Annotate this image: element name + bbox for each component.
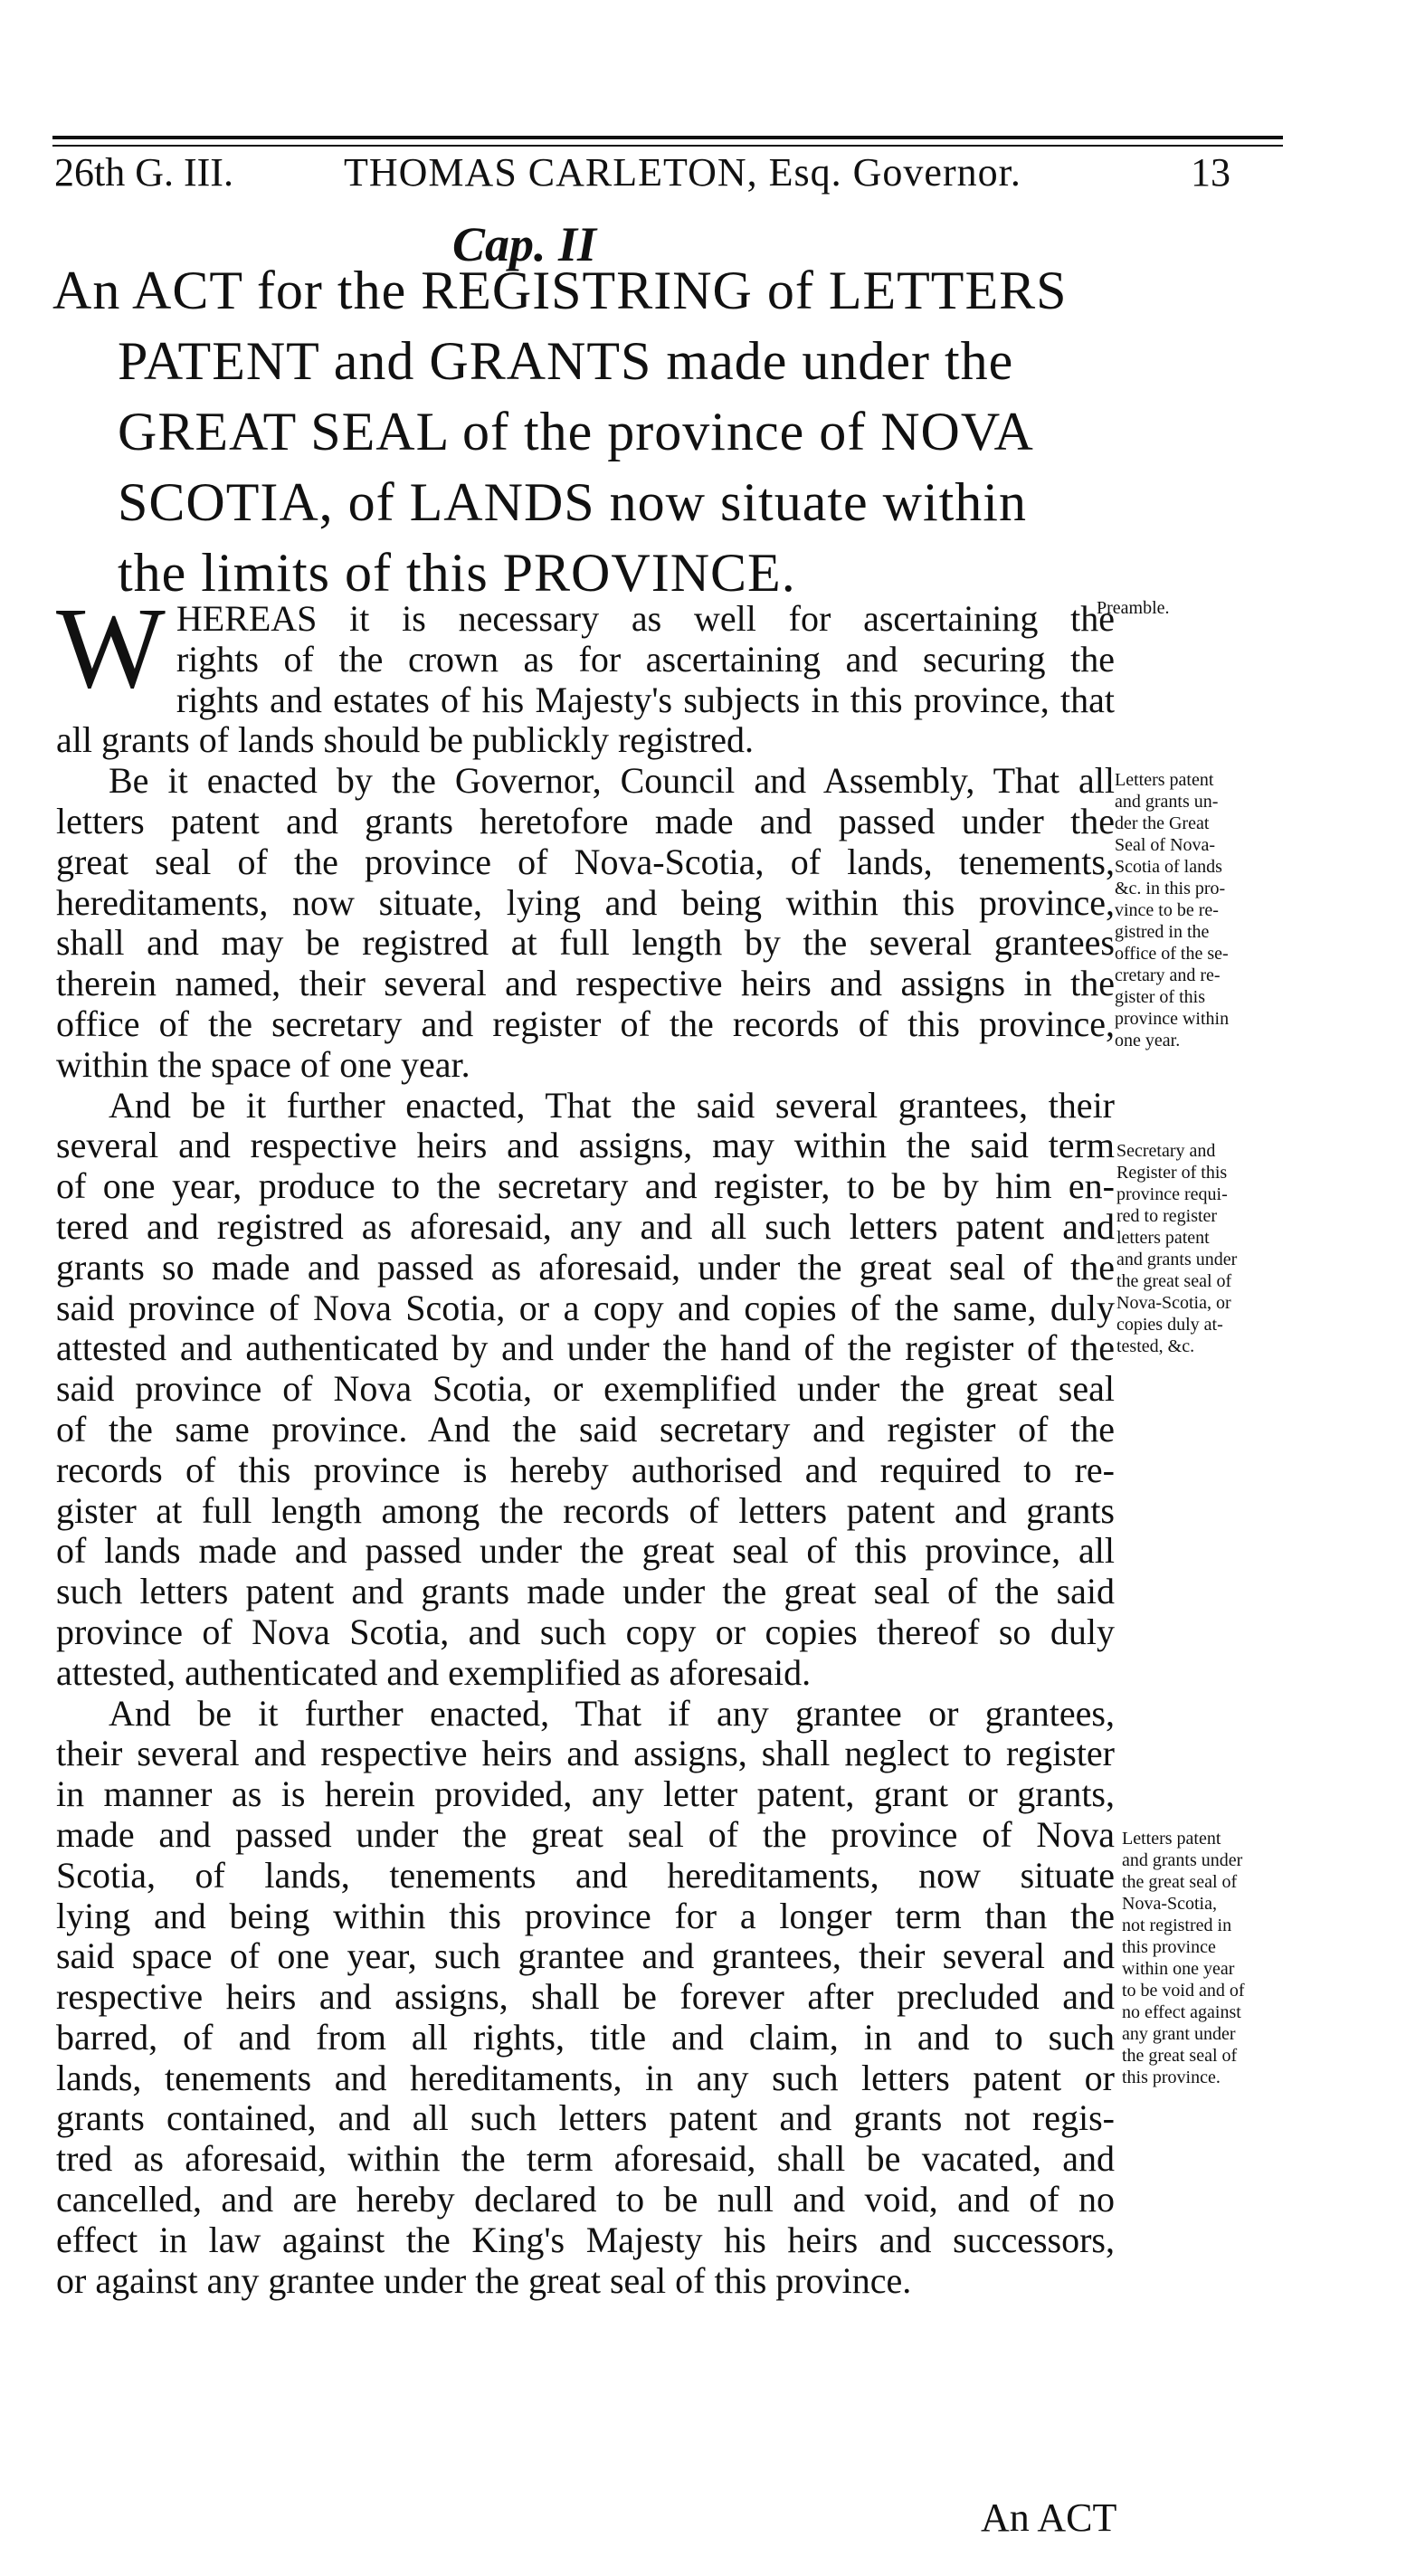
margin-note-line: the great seal of <box>1122 1872 1238 1892</box>
act-body <box>56 584 1115 2301</box>
margin-note-secretary <box>1116 1140 1293 1357</box>
text-line: tered and registred as aforesaid, any and all such letters patent and <box>56 1205 1115 1247</box>
margin-note-line: vince to be re- <box>1115 900 1219 920</box>
margin-note-forfeiture <box>1122 1828 1298 2088</box>
title-line: SCOTIA, of LANDS now situate within <box>118 472 1027 532</box>
enacting-paragraph <box>56 761 1115 1085</box>
margin-note-line: der the Great <box>1115 813 1210 833</box>
text-line: or against any grantee under the great seal of this province. <box>56 2259 912 2301</box>
handwritten-chapter-note: Cap. II <box>452 217 597 271</box>
text-line: barred, of and from all rights, title and claim, in and to such <box>56 2016 1115 2058</box>
act-title <box>52 255 1120 608</box>
running-head-governor: THOMAS CARLETON, Esq. Governor. <box>344 150 1021 195</box>
text-line: Scotia, of lands, tenements and hereditaments, now situate <box>56 1854 1115 1896</box>
text-line: of one year, produce to the secretary and register, to be by him en- <box>56 1165 1115 1207</box>
margin-note-line: Register of this <box>1116 1163 1228 1183</box>
text-line: cancelled, and are hereby declared to be null and void, and of no <box>56 2179 1115 2220</box>
margin-note-line: and grants under <box>1122 1850 1243 1870</box>
text-line: made and passed under the great seal of the province of Nova <box>56 1813 1115 1855</box>
catchword: An ACT <box>981 2495 1117 2540</box>
text-line: HEREAS it is necessary as well for ascertaining the <box>176 598 1115 639</box>
text-line: lying and being within this province for a longer term than the <box>56 1895 1115 1936</box>
text-line: great seal of the province of Nova-Scotia, of lands, tenements, <box>56 841 1115 882</box>
text-line: And be it further enacted, That if any grantee or grantees, <box>109 1692 1115 1734</box>
text-line: gister at full length among the records of letters patent and grants <box>56 1489 1115 1531</box>
margin-note-line: the great seal of <box>1122 2046 1238 2066</box>
margin-note-line: Letters patent <box>1115 770 1214 790</box>
text-line: within the space of one year. <box>56 1043 470 1085</box>
margin-note-line: one year. <box>1115 1031 1181 1050</box>
margin-note-preamble <box>1097 597 1273 619</box>
margin-note-line: and grants under <box>1116 1250 1238 1269</box>
margin-note-line: not registred in <box>1122 1915 1232 1935</box>
text-line: records of this province is hereby authorised and required to re- <box>56 1449 1115 1490</box>
text-line: grants so made and passed as aforesaid, under the great seal of the <box>56 1246 1115 1288</box>
margin-note-line: no effect against <box>1122 2002 1241 2022</box>
text-line: lands, tenements and hereditaments, in any such letters patent or <box>56 2057 1115 2098</box>
margin-note-line: to be void and of <box>1122 1981 1245 2001</box>
text-line: rights of the crown as for ascertaining and securing the <box>176 638 1115 680</box>
text-line: said space of one year, such grantee and grantees, their several and <box>56 1935 1115 1977</box>
margin-note-line: Scotia of lands <box>1115 857 1222 877</box>
text-line: Be it enacted by the Governor, Council and Assembly, That all <box>109 760 1115 802</box>
text-line: effect in law against the King's Majesty his heirs and successors, <box>56 2219 1115 2260</box>
text-line: hereditaments, now situate, lying and being within this province, <box>56 881 1115 923</box>
forfeiture-paragraph <box>56 1694 1115 2302</box>
header-rule-thin <box>52 145 1283 147</box>
text-line: shall and may be registred at full length by the several grantees <box>56 922 1115 964</box>
page-number: 13 <box>1191 150 1230 195</box>
text-line: attested and authenticated by and under the hand of the register of the <box>56 1327 1115 1369</box>
margin-note-line: tested, &c. <box>1116 1336 1195 1356</box>
margin-note-line: this province <box>1122 1937 1216 1957</box>
text-line: letters patent and grants heretofore made and passed under the <box>56 800 1115 841</box>
margin-note-line: letters patent <box>1116 1228 1210 1248</box>
margin-note-line: Nova-Scotia, or <box>1116 1293 1231 1313</box>
title-line: the limits of this PROVINCE. <box>118 543 796 603</box>
margin-note-line: Nova-Scotia, <box>1122 1894 1217 1914</box>
text-line: in manner as is herein provided, any letter patent, grant or grants, <box>56 1773 1115 1815</box>
margin-note-line: copies duly at- <box>1116 1315 1223 1335</box>
secretary-paragraph <box>56 1086 1115 1694</box>
margin-note-line: within one year <box>1122 1959 1235 1979</box>
text-line: such letters patent and grants made under the great seal of the said <box>56 1571 1115 1612</box>
drop-capital: W <box>56 584 166 712</box>
margin-note-line: this province. <box>1122 2067 1221 2087</box>
text-line: tred as aforesaid, within the term aforesaid, shall be vacated, and <box>56 2138 1115 2180</box>
margin-note-registration <box>1115 769 1291 1051</box>
text-line: grants contained, and all such letters patent and grants not regis- <box>56 2097 1115 2139</box>
text-line: of the same province. And the said secretary and register of the <box>56 1408 1115 1450</box>
margin-note-line: gistred in the <box>1115 922 1210 942</box>
margin-note-line: province requi- <box>1116 1184 1228 1204</box>
margin-note-line: the great seal of <box>1116 1271 1232 1291</box>
margin-note-line: red to register <box>1116 1206 1218 1226</box>
margin-note-line: and grants un- <box>1115 792 1219 812</box>
margin-note-line: cretary and re- <box>1115 965 1221 985</box>
margin-note-line: gister of this <box>1115 987 1205 1007</box>
margin-note-line: Preamble. <box>1097 598 1170 618</box>
margin-note-line: Secretary and <box>1116 1141 1216 1161</box>
margin-note-line: any grant under <box>1122 2024 1236 2044</box>
title-line: PATENT and GRANTS made under the <box>118 331 1014 391</box>
text-line: rights and estates of his Majesty's subjects in this province, that <box>176 679 1115 720</box>
header-rule <box>52 136 1283 139</box>
text-line: several and respective heirs and assigns, may within the said term <box>56 1125 1115 1166</box>
running-head-regnal-year: 26th G. III. <box>54 150 233 195</box>
margin-note-line: &c. in this pro- <box>1115 879 1226 898</box>
title-line: An ACT for the REGISTRING of LETTERS <box>52 261 1068 320</box>
text-line: said province of Nova Scotia, or a copy and copies of the same, duly <box>56 1287 1115 1328</box>
margin-note-line: office of the se- <box>1115 944 1229 964</box>
text-line: all grants of lands should be publickly registred. <box>56 719 754 761</box>
text-line: their several and respective heirs and assigns, shall neglect to register <box>56 1733 1115 1774</box>
text-line: of lands made and passed under the great seal of this province, all <box>56 1530 1115 1572</box>
text-line: And be it further enacted, That the said several grantees, their <box>109 1084 1115 1126</box>
text-line: said province of Nova Scotia, or exemplified under the great seal <box>56 1368 1115 1410</box>
text-line: office of the secretary and register of the records of this province, <box>56 1003 1115 1044</box>
text-line: province of Nova Scotia, and such copy or copies thereof so duly <box>56 1611 1115 1652</box>
margin-note-line: province within <box>1115 1009 1230 1029</box>
text-line: respective heirs and assigns, shall be forever after precluded and <box>56 1976 1115 2018</box>
text-line: attested, authenticated and exemplified as aforesaid. <box>56 1651 812 1693</box>
title-line: GREAT SEAL of the province of NOVA <box>118 402 1034 461</box>
margin-note-line: Seal of Nova- <box>1115 835 1216 855</box>
margin-note-line: Letters patent <box>1122 1829 1221 1849</box>
text-line: therein named, their several and respective heirs and assigns in the <box>56 963 1115 1004</box>
preamble-paragraph <box>56 584 1115 761</box>
